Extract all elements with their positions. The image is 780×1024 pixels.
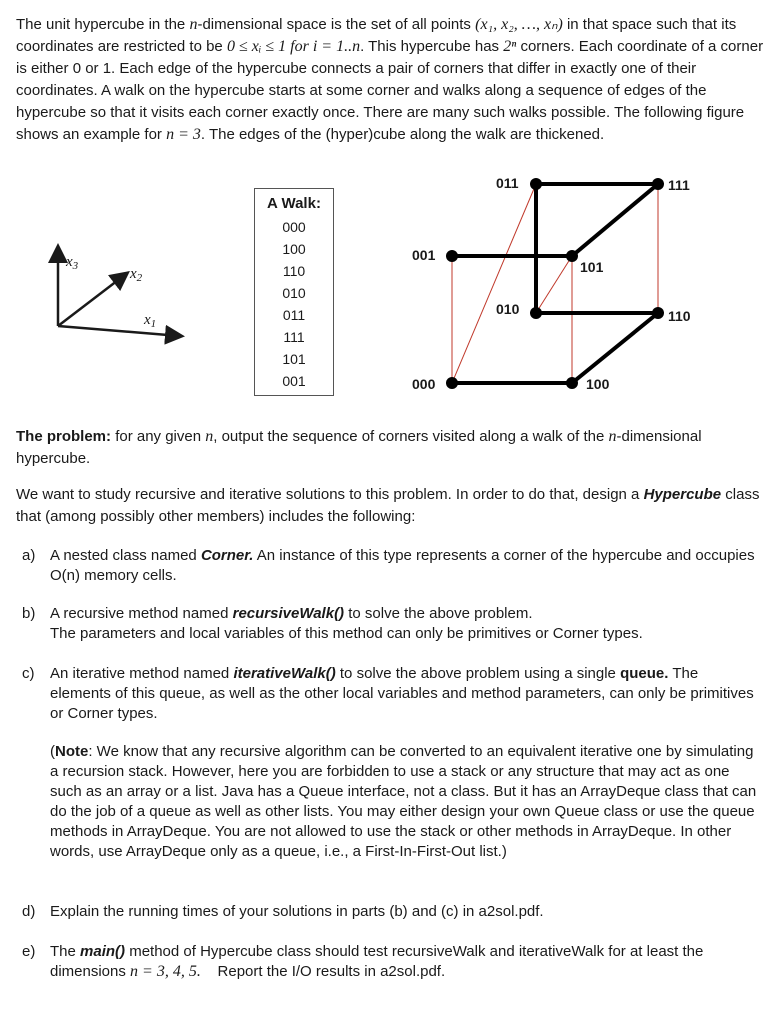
x1-axis-label: $x_1$: [144, 312, 157, 330]
x1-axis-arrow: [58, 326, 180, 336]
intro-paragraph: The unit hypercube in the n-dimensional space is the set of all points (x₁, x₂, …, xₙ) in that space such that its coordinates are restricted to be 0 ≤ xᵢ ≤ 1 for i = 1..n. This hypercube has 2ⁿ corners. Each coordinate of a corner is either 0 or 1. Each edge of the hypercube connects a pair of corners that differ in exactly one of their coordinates. A walk on the hypercube starts at some corner and walks along a sequence of edges of the hypercube so that it visits each corner exactly once. There are many such walks possible. The following figure shows an example for n = 3. The edges of the (hyper)cube along the walk are thickened.: [16, 16, 764, 143]
x2-axis-arrow: [58, 274, 126, 326]
corner-dot-110: [652, 307, 664, 319]
walk-step: 000: [282, 219, 306, 235]
walk-step: 101: [282, 351, 306, 367]
cube-edge-thin: [452, 184, 536, 383]
walk-step: 111: [283, 329, 305, 345]
corner-label-001: 001: [412, 247, 436, 263]
corner-label-101: 101: [580, 259, 604, 275]
problem-statement: The problem: for any given n, output the sequence of corners visited along a walk of the n-dimensional hypercube.: [16, 428, 702, 467]
corner-dot-100: [566, 377, 578, 389]
walk-step: 001: [282, 373, 306, 389]
walk-title: A Walk:: [267, 195, 321, 212]
design-paragraph: We want to study recursive and iterative solutions to this problem. In order to do that, design a Hypercube class that (among possibly other members) includes the following:: [16, 486, 760, 525]
axes-diagram: [40, 236, 200, 346]
corner-dot-010: [530, 307, 542, 319]
corner-dot-101: [566, 250, 578, 262]
walk-table: [254, 188, 334, 396]
walk-edge-111-101: [572, 184, 658, 256]
x2-axis-label: $x_2$: [130, 266, 143, 284]
walk-step: 011: [282, 307, 306, 323]
corner-dot-011: [530, 178, 542, 190]
walk-step: 110: [282, 263, 306, 279]
corner-label-110: 110: [668, 308, 691, 324]
item-d: d) Explain the running times of your solutions in parts (b) and (c) in a2sol.pdf.: [22, 903, 544, 920]
corner-label-011: 011: [496, 175, 519, 191]
item-b: b) A recursive method named recursiveWalk() to solve the above problem. The parameters and local variables of this method can only be primitives or Corner types.: [22, 605, 643, 642]
corner-dot-000: [446, 377, 458, 389]
corner-label-111: 111: [668, 177, 690, 193]
walk-step: 100: [282, 241, 306, 257]
x3-axis-label: $x_3$: [66, 254, 79, 272]
corner-dot-111: [652, 178, 664, 190]
walk-step: 010: [282, 285, 306, 301]
corner-dot-001: [446, 250, 458, 262]
corner-label-100: 100: [586, 376, 610, 392]
corner-label-010: 010: [496, 301, 520, 317]
item-a: a) A nested class named Corner. An instance of this type represents a corner of the hypercube and occupies O(n) memory cells.: [22, 547, 755, 584]
note-paragraph: (Note: We know that any recursive algorithm can be converted to an equivalent iterative one by simulating a recursion stack. However, here you are forbidden to use a stack or any structure that may act as one such as an array or a list. Java has a Queue interface, not a class. But it has an ArrayDeque class that can do the job of a queue as well as other lists. You may either design your own Queue class or use the queue methods in ArrayDeque. You are not allowed to use the stack or other methods in ArrayDeque. In other words, use ArrayDeque only as a queue, i.e., a First-In-First-Out list.): [50, 743, 757, 860]
cube-diagram: [400, 168, 720, 398]
item-e: e) The main() method of Hypercube class should test recursiveWalk and iterativeWalk for at least the dimensions n = 3, 4, 5. Report the I/O results in a2sol.pdf.: [22, 943, 704, 980]
cube-edge-thin: [536, 256, 572, 313]
item-c: c) An iterative method named iterativeWalk() to solve the above problem using a single queue. The elements of this queue, as well as the other local variables and method parameters, can only be primitives or Corner types.: [22, 665, 754, 722]
corner-label-000: 000: [412, 376, 436, 392]
walk-edge-100-110: [572, 313, 658, 383]
